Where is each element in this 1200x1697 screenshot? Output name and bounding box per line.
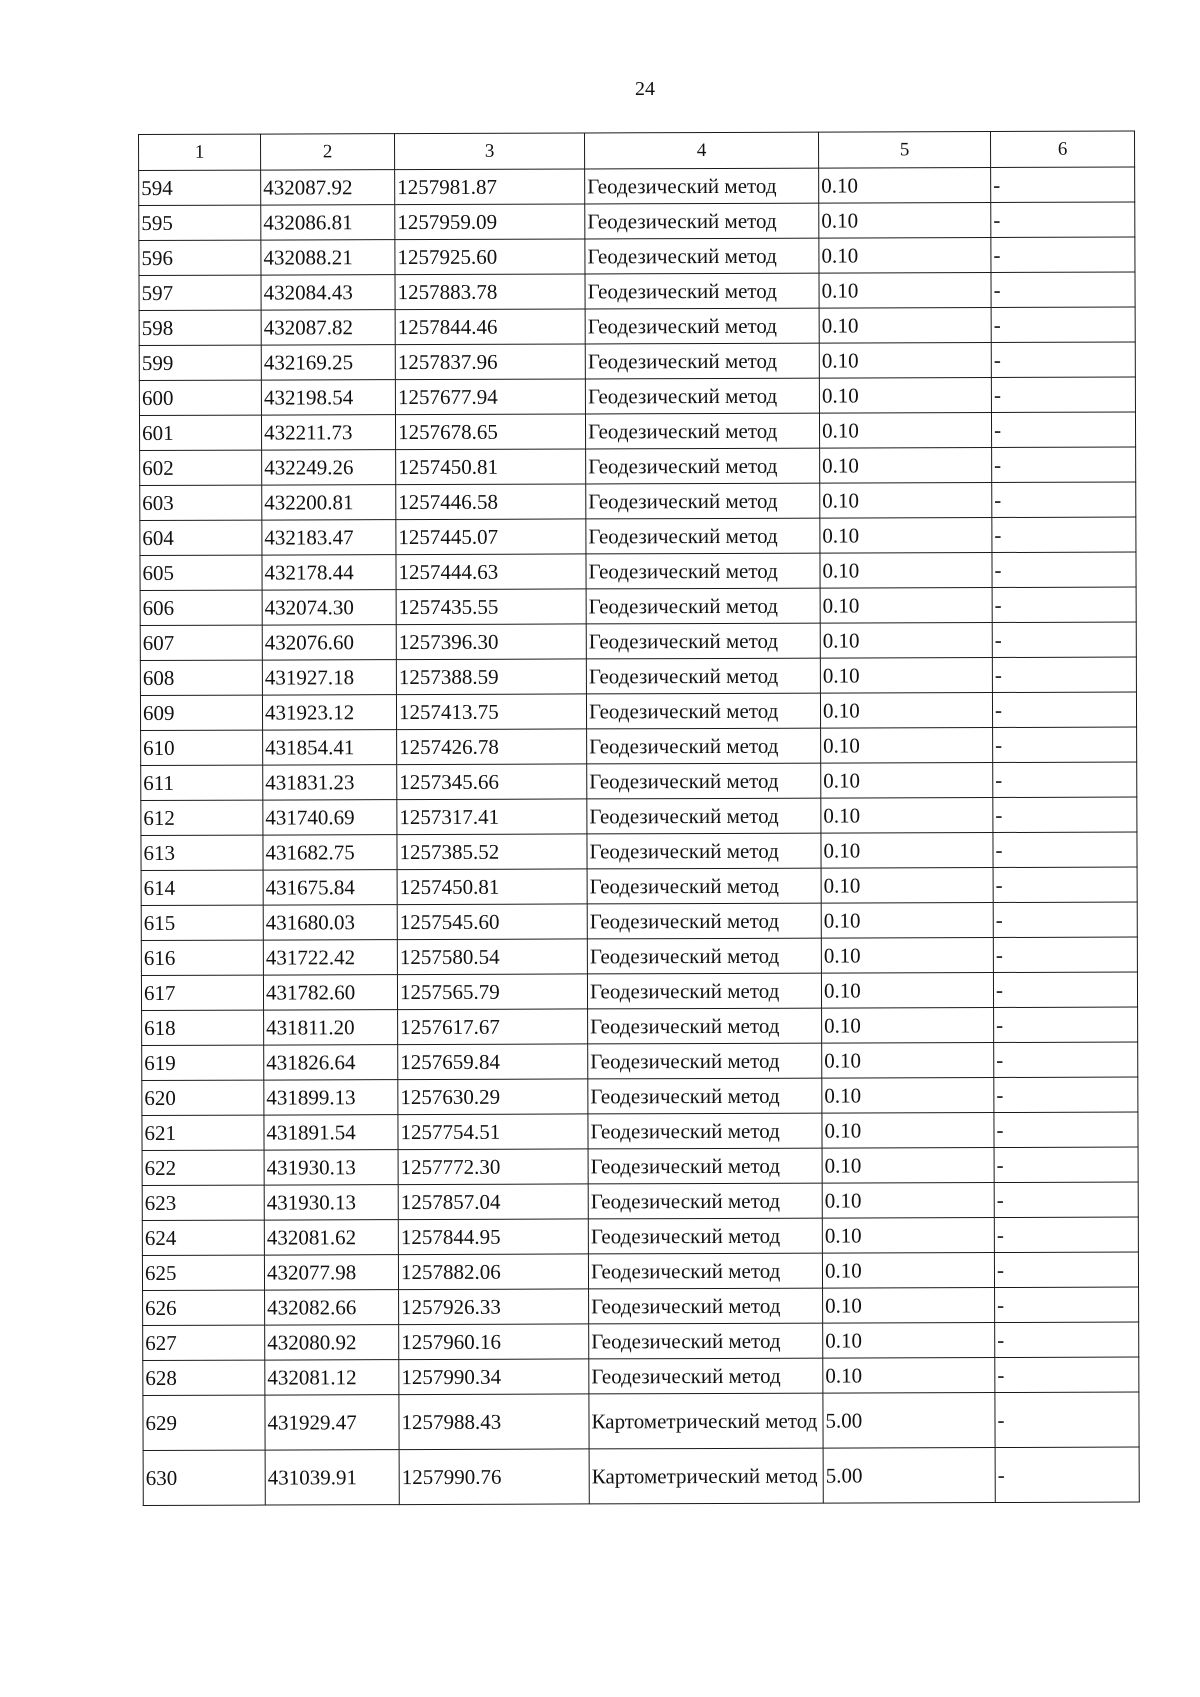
y-coordinate-cell: 1257630.29 xyxy=(398,1079,588,1115)
column-header-3: 3 xyxy=(395,133,585,170)
method-cell: Картометрический метод xyxy=(589,1448,823,1504)
point-number-cell: 621 xyxy=(142,1115,264,1150)
y-coordinate-cell: 1257545.60 xyxy=(397,904,587,940)
table-row xyxy=(141,867,1137,905)
x-coordinate-cell: 431831.23 xyxy=(263,765,397,800)
y-coordinate-cell: 1257450.81 xyxy=(397,869,587,905)
y-coordinate-cell: 1257844.95 xyxy=(398,1219,588,1255)
accuracy-cell: 0.10 xyxy=(821,763,993,799)
x-coordinate-cell: 432084.43 xyxy=(261,275,395,310)
note-cell: - xyxy=(995,1392,1139,1448)
accuracy-cell: 0.10 xyxy=(821,973,993,1009)
note-cell: - xyxy=(992,447,1136,483)
x-coordinate-cell: 431930.13 xyxy=(264,1185,398,1220)
method-cell: Геодезический метод xyxy=(586,553,820,589)
point-number-cell: 615 xyxy=(141,905,263,940)
y-coordinate-cell: 1257317.41 xyxy=(397,799,587,835)
table-row xyxy=(142,1077,1138,1115)
table-row xyxy=(141,832,1137,870)
table-row xyxy=(141,972,1137,1010)
accuracy-cell: 0.10 xyxy=(819,273,991,309)
y-coordinate-cell: 1257396.30 xyxy=(396,624,586,660)
x-coordinate-cell: 432249.26 xyxy=(262,450,396,485)
table-row xyxy=(139,342,1135,380)
method-cell: Геодезический метод xyxy=(588,1183,822,1219)
table-row xyxy=(143,1357,1139,1395)
point-number-cell: 599 xyxy=(139,345,261,380)
x-coordinate-cell: 431682.75 xyxy=(263,835,397,870)
method-cell: Геодезический метод xyxy=(586,518,820,554)
point-number-cell: 624 xyxy=(142,1220,264,1255)
table-row xyxy=(139,377,1135,415)
table-row xyxy=(140,692,1136,730)
y-coordinate-cell: 1257981.87 xyxy=(395,169,585,205)
point-number-cell: 627 xyxy=(143,1325,265,1360)
method-cell: Геодезический метод xyxy=(588,1253,822,1289)
table-row xyxy=(139,272,1135,310)
accuracy-cell: 0.10 xyxy=(820,693,992,729)
note-cell: - xyxy=(993,867,1137,903)
x-coordinate-cell: 431899.13 xyxy=(264,1080,398,1115)
x-coordinate-cell: 431722.42 xyxy=(263,940,397,975)
method-cell: Геодезический метод xyxy=(585,273,819,309)
accuracy-cell: 0.10 xyxy=(822,1008,994,1044)
accuracy-cell: 0.10 xyxy=(822,1218,994,1254)
method-cell: Геодезический метод xyxy=(586,658,820,694)
point-number-cell: 628 xyxy=(143,1360,265,1395)
accuracy-cell: 0.10 xyxy=(821,868,993,904)
point-number-cell: 629 xyxy=(143,1395,265,1450)
point-number-cell: 626 xyxy=(143,1290,265,1325)
table-row xyxy=(142,1182,1138,1220)
x-coordinate-cell: 431680.03 xyxy=(263,905,397,940)
table-row xyxy=(141,797,1137,835)
column-header-5: 5 xyxy=(818,132,990,169)
x-coordinate-cell: 432080.92 xyxy=(265,1325,399,1360)
x-coordinate-cell: 432169.25 xyxy=(261,345,395,380)
note-cell: - xyxy=(995,1447,1139,1503)
accuracy-cell: 0.10 xyxy=(819,203,991,239)
method-cell: Геодезический метод xyxy=(587,833,821,869)
x-coordinate-cell: 432200.81 xyxy=(262,485,396,520)
x-coordinate-cell: 431930.13 xyxy=(264,1150,398,1185)
table-row xyxy=(142,1147,1138,1185)
column-header-4: 4 xyxy=(584,132,818,169)
point-number-cell: 606 xyxy=(140,590,262,625)
point-number-cell: 597 xyxy=(139,275,261,310)
table-row xyxy=(143,1287,1139,1325)
method-cell: Геодезический метод xyxy=(587,728,821,764)
y-coordinate-cell: 1257677.94 xyxy=(395,379,585,415)
note-cell: - xyxy=(991,307,1135,343)
method-cell: Геодезический метод xyxy=(586,448,820,484)
point-number-cell: 618 xyxy=(142,1010,264,1045)
point-number-cell: 604 xyxy=(140,520,262,555)
accuracy-cell: 0.10 xyxy=(820,623,992,659)
point-number-cell: 630 xyxy=(143,1450,265,1505)
x-coordinate-cell: 432211.73 xyxy=(261,415,395,450)
note-cell: - xyxy=(991,342,1135,378)
table-row xyxy=(141,727,1137,765)
method-cell: Геодезический метод xyxy=(587,763,821,799)
point-number-cell: 623 xyxy=(142,1185,264,1220)
accuracy-cell: 0.10 xyxy=(821,798,993,834)
method-cell: Геодезический метод xyxy=(586,588,820,624)
accuracy-cell: 0.10 xyxy=(822,1183,994,1219)
x-coordinate-cell: 431891.54 xyxy=(264,1115,398,1150)
x-coordinate-cell: 432088.21 xyxy=(261,240,395,275)
point-number-cell: 612 xyxy=(141,800,263,835)
note-cell: - xyxy=(995,1287,1139,1323)
table-row xyxy=(139,237,1135,275)
accuracy-cell: 0.10 xyxy=(821,833,993,869)
y-coordinate-cell: 1257617.67 xyxy=(398,1009,588,1045)
table-row xyxy=(142,1252,1138,1290)
note-cell: - xyxy=(994,1007,1138,1043)
table-row xyxy=(142,1217,1138,1255)
x-coordinate-cell: 431854.41 xyxy=(263,730,397,765)
accuracy-cell: 5.00 xyxy=(823,1448,995,1504)
y-coordinate-cell: 1257444.63 xyxy=(396,554,586,590)
table-body xyxy=(139,167,1140,1505)
note-cell: - xyxy=(993,762,1137,798)
point-number-cell: 596 xyxy=(139,240,261,275)
point-number-cell: 602 xyxy=(140,450,262,485)
accuracy-cell: 0.10 xyxy=(820,448,992,484)
point-number-cell: 619 xyxy=(142,1045,264,1080)
method-cell: Геодезический метод xyxy=(589,1288,823,1324)
note-cell: - xyxy=(991,377,1135,413)
accuracy-cell: 0.10 xyxy=(822,1148,994,1184)
y-coordinate-cell: 1257857.04 xyxy=(398,1184,588,1220)
note-cell: - xyxy=(992,692,1136,728)
point-number-cell: 594 xyxy=(139,170,261,205)
point-number-cell: 613 xyxy=(141,835,263,870)
y-coordinate-cell: 1257959.09 xyxy=(395,204,585,240)
note-cell: - xyxy=(993,797,1137,833)
x-coordinate-cell: 432183.47 xyxy=(262,520,396,555)
point-number-cell: 605 xyxy=(140,555,262,590)
x-coordinate-cell: 432076.60 xyxy=(262,625,396,660)
y-coordinate-cell: 1257580.54 xyxy=(397,939,587,975)
y-coordinate-cell: 1257844.46 xyxy=(395,309,585,345)
note-cell: - xyxy=(991,412,1135,448)
note-cell: - xyxy=(991,167,1135,203)
table-row xyxy=(141,762,1137,800)
y-coordinate-cell: 1257960.16 xyxy=(399,1324,589,1360)
point-number-cell: 611 xyxy=(141,765,263,800)
table-row xyxy=(142,1007,1138,1045)
accuracy-cell: 0.10 xyxy=(819,168,991,204)
point-number-cell: 607 xyxy=(140,625,262,660)
point-number-cell: 609 xyxy=(140,695,262,730)
note-cell: - xyxy=(994,1217,1138,1253)
point-number-cell: 614 xyxy=(141,870,263,905)
table-row xyxy=(143,1392,1139,1450)
method-cell: Геодезический метод xyxy=(587,798,821,834)
table-row xyxy=(141,937,1137,975)
y-coordinate-cell: 1257754.51 xyxy=(398,1114,588,1150)
y-coordinate-cell: 1257926.33 xyxy=(399,1289,589,1325)
note-cell: - xyxy=(994,1112,1138,1148)
coordinates-table xyxy=(138,131,1140,1506)
accuracy-cell: 0.10 xyxy=(820,658,992,694)
y-coordinate-cell: 1257659.84 xyxy=(398,1044,588,1080)
table-row xyxy=(140,657,1136,695)
point-number-cell: 595 xyxy=(139,205,261,240)
method-cell: Геодезический метод xyxy=(585,378,819,414)
method-cell: Геодезический метод xyxy=(587,938,821,974)
table-row xyxy=(140,587,1136,625)
y-coordinate-cell: 1257450.81 xyxy=(396,449,586,485)
point-number-cell: 608 xyxy=(140,660,262,695)
method-cell: Геодезический метод xyxy=(585,238,819,274)
method-cell: Геодезический метод xyxy=(588,1218,822,1254)
method-cell: Геодезический метод xyxy=(588,1078,822,1114)
note-cell: - xyxy=(992,517,1136,553)
y-coordinate-cell: 1257413.75 xyxy=(396,694,586,730)
accuracy-cell: 0.10 xyxy=(819,343,991,379)
table-row xyxy=(143,1322,1139,1360)
y-coordinate-cell: 1257388.59 xyxy=(396,659,586,695)
column-header-2: 2 xyxy=(261,134,395,170)
note-cell: - xyxy=(995,1322,1139,1358)
method-cell: Геодезический метод xyxy=(588,1113,822,1149)
method-cell: Геодезический метод xyxy=(585,203,819,239)
point-number-cell: 601 xyxy=(139,415,261,450)
note-cell: - xyxy=(994,1042,1138,1078)
column-header-1: 1 xyxy=(139,134,261,170)
x-coordinate-cell: 432086.81 xyxy=(261,205,395,240)
method-cell: Геодезический метод xyxy=(586,483,820,519)
note-cell: - xyxy=(994,1252,1138,1288)
note-cell: - xyxy=(993,937,1137,973)
y-coordinate-cell: 1257990.34 xyxy=(399,1359,589,1395)
point-number-cell: 625 xyxy=(142,1255,264,1290)
accuracy-cell: 0.10 xyxy=(819,378,991,414)
point-number-cell: 610 xyxy=(141,730,263,765)
x-coordinate-cell: 431826.64 xyxy=(264,1045,398,1080)
accuracy-cell: 0.10 xyxy=(820,483,992,519)
accuracy-cell: 0.10 xyxy=(823,1288,995,1324)
method-cell: Геодезический метод xyxy=(587,903,821,939)
accuracy-cell: 5.00 xyxy=(823,1393,995,1449)
note-cell: - xyxy=(992,622,1136,658)
x-coordinate-cell: 431782.60 xyxy=(263,975,397,1010)
column-header-6: 6 xyxy=(990,131,1134,168)
y-coordinate-cell: 1257988.43 xyxy=(399,1394,589,1450)
x-coordinate-cell: 432074.30 xyxy=(262,590,396,625)
method-cell: Геодезический метод xyxy=(585,413,819,449)
point-number-cell: 622 xyxy=(142,1150,264,1185)
method-cell: Геодезический метод xyxy=(587,868,821,904)
accuracy-cell: 0.10 xyxy=(822,1078,994,1114)
point-number-cell: 620 xyxy=(142,1080,264,1115)
y-coordinate-cell: 1257990.76 xyxy=(399,1449,589,1505)
x-coordinate-cell: 432087.82 xyxy=(261,310,395,345)
y-coordinate-cell: 1257445.07 xyxy=(396,519,586,555)
x-coordinate-cell: 432081.12 xyxy=(265,1360,399,1395)
accuracy-cell: 0.10 xyxy=(821,938,993,974)
method-cell: Геодезический метод xyxy=(585,168,819,204)
note-cell: - xyxy=(993,972,1137,1008)
y-coordinate-cell: 1257882.06 xyxy=(398,1254,588,1290)
table-row xyxy=(139,167,1135,205)
x-coordinate-cell: 431927.18 xyxy=(262,660,396,695)
accuracy-cell: 0.10 xyxy=(821,903,993,939)
method-cell: Геодезический метод xyxy=(589,1323,823,1359)
accuracy-cell: 0.10 xyxy=(822,1043,994,1079)
x-coordinate-cell: 432081.62 xyxy=(264,1220,398,1255)
x-coordinate-cell: 431740.69 xyxy=(263,800,397,835)
method-cell: Геодезический метод xyxy=(588,1008,822,1044)
accuracy-cell: 0.10 xyxy=(821,728,993,764)
table-row xyxy=(140,447,1136,485)
accuracy-cell: 0.10 xyxy=(819,308,991,344)
table-row xyxy=(140,482,1136,520)
table-row xyxy=(140,622,1136,660)
note-cell: - xyxy=(993,832,1137,868)
x-coordinate-cell: 431923.12 xyxy=(262,695,396,730)
note-cell: - xyxy=(993,727,1137,763)
accuracy-cell: 0.10 xyxy=(822,1113,994,1149)
method-cell: Геодезический метод xyxy=(589,1358,823,1394)
note-cell: - xyxy=(994,1077,1138,1113)
table-row xyxy=(142,1042,1138,1080)
x-coordinate-cell: 431039.91 xyxy=(265,1450,399,1505)
table-row xyxy=(143,1447,1139,1505)
method-cell: Геодезический метод xyxy=(587,973,821,1009)
method-cell: Геодезический метод xyxy=(588,1148,822,1184)
y-coordinate-cell: 1257345.66 xyxy=(397,764,587,800)
y-coordinate-cell: 1257435.55 xyxy=(396,589,586,625)
point-number-cell: 600 xyxy=(139,380,261,415)
y-coordinate-cell: 1257837.96 xyxy=(395,344,585,380)
point-number-cell: 617 xyxy=(141,975,263,1010)
note-cell: - xyxy=(992,587,1136,623)
table-row xyxy=(142,1112,1138,1150)
note-cell: - xyxy=(991,237,1135,273)
accuracy-cell: 0.10 xyxy=(820,588,992,624)
table-row xyxy=(140,517,1136,555)
x-coordinate-cell: 431929.47 xyxy=(265,1395,399,1450)
table-row xyxy=(139,307,1135,345)
accuracy-cell: 0.10 xyxy=(822,1253,994,1289)
note-cell: - xyxy=(994,1147,1138,1183)
y-coordinate-cell: 1257446.58 xyxy=(396,484,586,520)
y-coordinate-cell: 1257385.52 xyxy=(397,834,587,870)
point-number-cell: 603 xyxy=(140,485,262,520)
x-coordinate-cell: 432077.98 xyxy=(264,1255,398,1290)
y-coordinate-cell: 1257678.65 xyxy=(395,414,585,450)
note-cell: - xyxy=(992,552,1136,588)
table-header-row xyxy=(139,131,1135,170)
note-cell: - xyxy=(992,657,1136,693)
y-coordinate-cell: 1257565.79 xyxy=(397,974,587,1010)
accuracy-cell: 0.10 xyxy=(819,238,991,274)
table-row xyxy=(139,202,1135,240)
page-number: 24 xyxy=(635,78,655,100)
note-cell: - xyxy=(991,272,1135,308)
y-coordinate-cell: 1257883.78 xyxy=(395,274,585,310)
x-coordinate-cell: 431811.20 xyxy=(264,1010,398,1045)
note-cell: - xyxy=(994,1182,1138,1218)
table-row xyxy=(141,902,1137,940)
table-row xyxy=(140,552,1136,590)
method-cell: Геодезический метод xyxy=(586,623,820,659)
note-cell: - xyxy=(992,482,1136,518)
y-coordinate-cell: 1257925.60 xyxy=(395,239,585,275)
method-cell: Геодезический метод xyxy=(585,308,819,344)
method-cell: Геодезический метод xyxy=(588,1043,822,1079)
note-cell: - xyxy=(991,202,1135,238)
accuracy-cell: 0.10 xyxy=(823,1358,995,1394)
note-cell: - xyxy=(995,1357,1139,1393)
method-cell: Геодезический метод xyxy=(586,693,820,729)
accuracy-cell: 0.10 xyxy=(819,413,991,449)
accuracy-cell: 0.10 xyxy=(820,553,992,589)
point-number-cell: 598 xyxy=(139,310,261,345)
y-coordinate-cell: 1257772.30 xyxy=(398,1149,588,1185)
method-cell: Картометрический метод xyxy=(589,1393,823,1449)
x-coordinate-cell: 432198.54 xyxy=(261,380,395,415)
y-coordinate-cell: 1257426.78 xyxy=(397,729,587,765)
x-coordinate-cell: 431675.84 xyxy=(263,870,397,905)
table-row xyxy=(139,412,1135,450)
x-coordinate-cell: 432178.44 xyxy=(262,555,396,590)
method-cell: Геодезический метод xyxy=(585,343,819,379)
note-cell: - xyxy=(993,902,1137,938)
x-coordinate-cell: 432082.66 xyxy=(265,1290,399,1325)
accuracy-cell: 0.10 xyxy=(820,518,992,554)
x-coordinate-cell: 432087.92 xyxy=(261,170,395,205)
accuracy-cell: 0.10 xyxy=(823,1323,995,1359)
point-number-cell: 616 xyxy=(141,940,263,975)
